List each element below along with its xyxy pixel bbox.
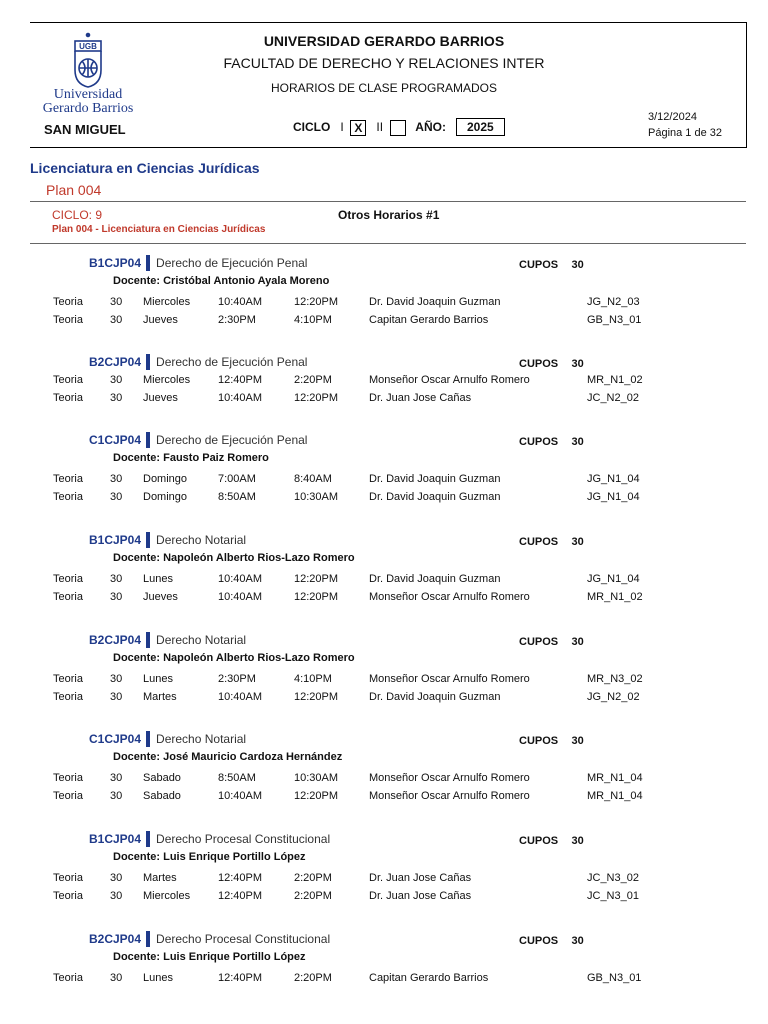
schedule-cell: MR_N3_02 (587, 673, 643, 685)
schedule-cell: 7:00AM (218, 473, 256, 485)
course-docente: Docente: Cristóbal Antonio Ayala Moreno (113, 275, 330, 287)
course-header (89, 531, 246, 549)
schedule-cell: Teoria (53, 296, 83, 308)
course-docente: Docente: Napoleón Alberto Rios-Lazo Romero (113, 652, 355, 664)
schedule-cell: Dr. David Joaquin Guzman (369, 573, 501, 585)
course-docente: Docente: Fausto Paiz Romero (113, 452, 269, 464)
schedule-cell: 10:30AM (294, 772, 339, 784)
course-header (89, 631, 246, 649)
course-code: C1CJP04 (89, 732, 142, 746)
schedule-cell: 30 (110, 872, 123, 884)
schedule-cell: 8:40AM (294, 473, 332, 485)
schedule-cell: 2:30PM (218, 314, 256, 326)
schedule-cell: 12:20PM (294, 691, 339, 703)
schedule-cell: Teoria (53, 772, 83, 784)
schedule-cell: JG_N2_03 (587, 296, 640, 308)
schedule-cell: 10:40AM (218, 296, 263, 308)
course-bar (146, 632, 150, 648)
ciclo-label: CICLO: 9 (52, 208, 103, 222)
svg-text:UGB: UGB (79, 42, 97, 51)
schedule-cell: 12:20PM (294, 591, 339, 603)
course-name: Derecho de Ejecución Penal (156, 433, 308, 447)
schedule-cell: 30 (110, 790, 123, 802)
schedule-cell: Lunes (143, 573, 173, 585)
university-title: UNIVERSIDAD GERARDO BARRIOS (263, 33, 505, 49)
course-name: Derecho de Ejecución Penal (156, 355, 308, 369)
course-bar (146, 532, 150, 548)
divider (30, 201, 746, 202)
program-title: Licenciatura en Ciencias Jurídicas (30, 160, 260, 176)
schedule-cell: 30 (110, 296, 123, 308)
schedule-cell: Teoria (53, 790, 83, 802)
schedule-cell: Dr. David Joaquin Guzman (369, 491, 501, 503)
schedule-cell: MR_N1_02 (587, 374, 643, 386)
course-docente: Docente: José Mauricio Cardoza Hernández (113, 751, 343, 763)
ciclo-selector: CICLO I X II AÑO: 2025 (293, 118, 505, 136)
schedule-cell: 30 (110, 772, 123, 784)
schedule-cell: Teoria (53, 591, 83, 603)
schedule-cell: Miercoles (143, 890, 191, 902)
otros-horarios-title: Otros Horarios #1 (338, 208, 440, 222)
course-cupos: CUPOS 30 (519, 536, 584, 548)
course-bar (146, 831, 150, 847)
schedule-cell: Monseñor Oscar Arnulfo Romero (369, 673, 530, 685)
schedule-cell: Teoria (53, 673, 83, 685)
course-code: C1CJP04 (89, 433, 142, 447)
schedule-cell: GB_N3_01 (587, 314, 642, 326)
schedule-cell: Teoria (53, 374, 83, 386)
schedule-cell: 8:50AM (218, 491, 256, 503)
schedule-cell: 30 (110, 491, 123, 503)
schedule-cell: JG_N1_04 (587, 491, 640, 503)
schedule-cell: 30 (110, 374, 123, 386)
plan-description: Plan 004 - Licenciatura en Ciencias Jurídicas (52, 224, 266, 235)
schedule-cell: Teoria (53, 392, 83, 404)
course-code: B1CJP04 (89, 256, 142, 270)
ciclo-ii-checkbox (390, 120, 406, 136)
schedule-cell: Dr. Juan Jose Cañas (369, 872, 472, 884)
schedule-cell: Monseñor Oscar Arnulfo Romero (369, 790, 530, 802)
course-docente: Docente: Napoleón Alberto Rios-Lazo Romero (113, 552, 355, 564)
schedule-cell: JG_N1_04 (587, 473, 640, 485)
schedule-cell: Jueves (143, 314, 178, 326)
schedule-cell: Teoria (53, 890, 83, 902)
report-title: HORARIOS DE CLASE PROGRAMADOS (270, 81, 498, 95)
schedule-cell: 12:20PM (294, 392, 339, 404)
schedule-cell: Jueves (143, 392, 178, 404)
course-name: Derecho Procesal Constitucional (156, 832, 331, 846)
course-name: Derecho Procesal Constitucional (156, 932, 331, 946)
schedule-cell: 2:20PM (294, 972, 332, 984)
course-code: B2CJP04 (89, 932, 142, 946)
schedule-cell: Monseñor Oscar Arnulfo Romero (369, 374, 530, 386)
ano-value: 2025 (456, 118, 505, 136)
course-bar (146, 432, 150, 448)
ciclo-i-checkbox: X (350, 120, 366, 136)
schedule-cell: 12:40PM (218, 872, 263, 884)
course-name: Derecho Notarial (156, 633, 247, 647)
schedule-cell: 12:40PM (218, 374, 263, 386)
schedule-cell: 2:20PM (294, 872, 332, 884)
course-code: B2CJP04 (89, 355, 142, 369)
course-cupos: CUPOS 30 (519, 735, 584, 747)
course-cupos: CUPOS 30 (519, 436, 584, 448)
course-name: Derecho Notarial (156, 732, 247, 746)
course-bar (146, 731, 150, 747)
schedule-cell: JG_N2_02 (587, 691, 640, 703)
schedule-cell: Lunes (143, 673, 173, 685)
schedule-cell: Lunes (143, 972, 173, 984)
schedule-cell: 10:40AM (218, 392, 263, 404)
schedule-cell: Dr. David Joaquin Guzman (369, 691, 501, 703)
schedule-cell: 12:20PM (294, 573, 339, 585)
schedule-cell: 8:50AM (218, 772, 256, 784)
course-header (89, 730, 246, 748)
course-header (89, 254, 307, 272)
schedule-cell: Miercoles (143, 296, 191, 308)
course-bar (146, 931, 150, 947)
schedule-cell: 12:20PM (294, 296, 339, 308)
schedule-cell: JG_N1_04 (587, 573, 640, 585)
schedule-cell: JC_N2_02 (587, 392, 639, 404)
schedule-cell: Domingo (143, 491, 188, 503)
schedule-cell: 30 (110, 691, 123, 703)
schedule-cell: 4:10PM (294, 673, 332, 685)
schedule-cell: 10:40AM (218, 691, 263, 703)
course-cupos: CUPOS 30 (519, 259, 584, 271)
course-code: B1CJP04 (89, 832, 142, 846)
schedule-cell: Dr. David Joaquin Guzman (369, 473, 501, 485)
schedule-cell: 30 (110, 392, 123, 404)
course-header (89, 431, 307, 449)
schedule-cell: GB_N3_01 (587, 972, 642, 984)
schedule-cell: Monseñor Oscar Arnulfo Romero (369, 591, 530, 603)
schedule-cell: Teoria (53, 872, 83, 884)
schedule-cell: Teoria (53, 573, 83, 585)
plan-label: Plan 004 (46, 182, 102, 198)
course-cupos: CUPOS 30 (519, 358, 584, 370)
schedule-cell: JC_N3_02 (587, 872, 639, 884)
course-code: B1CJP04 (89, 533, 142, 547)
schedule-cell: Martes (143, 691, 177, 703)
schedule-cell: 10:40AM (218, 790, 263, 802)
schedule-cell: Sabado (143, 772, 181, 784)
schedule-cell: 2:20PM (294, 890, 332, 902)
schedule-cell: 4:10PM (294, 314, 332, 326)
schedule-cell: 30 (110, 972, 123, 984)
schedule-cell: Jueves (143, 591, 178, 603)
schedule-cell: 12:40PM (218, 972, 263, 984)
course-name: Derecho de Ejecución Penal (156, 256, 308, 270)
schedule-cell: MR_N1_02 (587, 591, 643, 603)
schedule-cell: 2:20PM (294, 374, 332, 386)
schedule-cell: Dr. Juan Jose Cañas (369, 890, 472, 902)
schedule-cell: 10:40AM (218, 591, 263, 603)
schedule-cell: 30 (110, 314, 123, 326)
schedule-cell: Teoria (53, 314, 83, 326)
course-docente: Docente: Luis Enrique Portillo López (113, 851, 306, 863)
schedule-cell: Capitan Gerardo Barrios (369, 314, 489, 326)
course-header (89, 930, 330, 948)
schedule-cell: Teoria (53, 691, 83, 703)
schedule-cell: Sabado (143, 790, 181, 802)
course-cupos: CUPOS 30 (519, 935, 584, 947)
schedule-cell: Teoria (53, 473, 83, 485)
course-bar (146, 255, 150, 271)
schedule-cell: 30 (110, 573, 123, 585)
schedule-cell: 2:30PM (218, 673, 256, 685)
schedule-cell: JC_N3_01 (587, 890, 639, 902)
schedule-cell: Monseñor Oscar Arnulfo Romero (369, 772, 530, 784)
schedule-cell: Miercoles (143, 374, 191, 386)
schedule-cell: 10:40AM (218, 573, 263, 585)
course-header (89, 830, 330, 848)
course-docente: Docente: Luis Enrique Portillo López (113, 951, 306, 963)
schedule-cell: 30 (110, 591, 123, 603)
logo-wordmark: Universidad Gerardo Barrios (42, 87, 134, 116)
schedule-cell: 30 (110, 473, 123, 485)
course-name: Derecho Notarial (156, 533, 247, 547)
divider (30, 243, 746, 244)
campus-name: SAN MIGUEL (44, 122, 126, 137)
schedule-cell: Teoria (53, 972, 83, 984)
schedule-cell: 30 (110, 673, 123, 685)
course-cupos: CUPOS 30 (519, 636, 584, 648)
schedule-cell: MR_N1_04 (587, 790, 643, 802)
schedule-cell: 10:30AM (294, 491, 339, 503)
course-cupos: CUPOS 30 (519, 835, 584, 847)
course-code: B2CJP04 (89, 633, 142, 647)
schedule-cell: MR_N1_04 (587, 772, 643, 784)
schedule-cell: 12:20PM (294, 790, 339, 802)
schedule-cell: Martes (143, 872, 177, 884)
schedule-cell: 30 (110, 890, 123, 902)
print-date: 3/12/2024 Página 1 de 32 (648, 111, 723, 139)
course-header (89, 353, 307, 371)
schedule-cell: Dr. Juan Jose Cañas (369, 392, 472, 404)
schedule-cell: Dr. David Joaquin Guzman (369, 296, 501, 308)
schedule-cell: Teoria (53, 491, 83, 503)
course-bar (146, 354, 150, 370)
schedule-cell: Domingo (143, 473, 188, 485)
schedule-cell: 12:40PM (218, 890, 263, 902)
faculty-title: FACULTAD DE DERECHO Y RELACIONES INTER (223, 55, 545, 71)
schedule-cell: Capitan Gerardo Barrios (369, 972, 489, 984)
